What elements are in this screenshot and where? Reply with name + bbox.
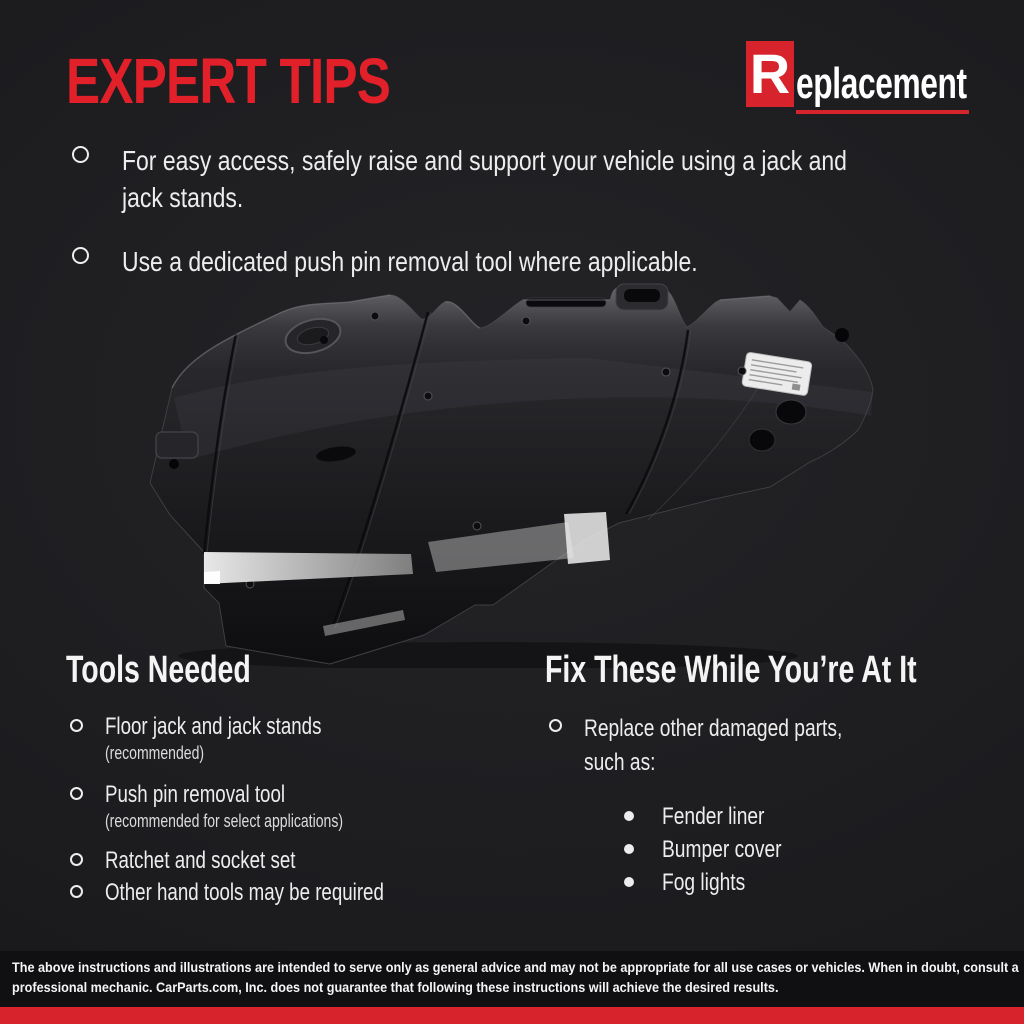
bullet-dot-icon xyxy=(624,811,634,821)
bullet-ring-icon xyxy=(70,719,83,732)
disclaimer-text: The above instructions and illustrations are intended to serve only as general advice and may not be appropriate for all use cases or vehicles. When in doubt, consult a professional mechanic. CarParts.com, Inc. does not guarantee that following these instructions will achieve the desired results. xyxy=(12,960,1019,995)
replacement-logo-underline xyxy=(796,110,969,114)
bullet-ring-icon xyxy=(72,247,89,264)
bullet-ring-icon xyxy=(70,853,83,866)
tip-text: Use a dedicated push pin removal tool where applicable. xyxy=(122,246,698,277)
list-item xyxy=(584,868,949,901)
tools-list xyxy=(66,712,536,908)
list-item xyxy=(584,835,949,868)
list-item xyxy=(66,780,536,832)
bullet-dot-icon xyxy=(624,844,634,854)
tip-text: For easy access, safely raise and support your vehicle using a jack and jack stands. xyxy=(122,145,847,213)
page-title: EXPERT TIPS xyxy=(66,45,391,117)
tool-label: Floor jack and jack stands xyxy=(105,713,322,740)
tool-label: Push pin removal tool xyxy=(105,781,286,808)
bullet-dot-icon xyxy=(624,877,634,887)
replacement-logo xyxy=(746,41,976,113)
list-item xyxy=(66,878,536,908)
list-item xyxy=(66,846,536,876)
fixes-sublist xyxy=(584,802,949,901)
list-item xyxy=(545,712,1015,901)
tip-item xyxy=(72,142,1012,216)
tools-needed-heading: Tools Needed xyxy=(66,649,251,691)
bullet-ring-icon xyxy=(549,719,562,732)
list-item xyxy=(584,802,949,835)
disclaimer-strip xyxy=(0,951,1024,1007)
fixes-list xyxy=(545,712,1015,901)
bullet-ring-icon xyxy=(72,146,89,163)
fix-part-label: Fog lights xyxy=(662,869,746,896)
tools-needed-section xyxy=(66,650,536,908)
fix-part-label: Bumper cover xyxy=(662,836,782,863)
bullet-ring-icon xyxy=(70,787,83,800)
replacement-logo-r-box xyxy=(746,41,794,107)
footer-red-bar xyxy=(0,1007,1024,1024)
replacement-logo-r: R xyxy=(749,42,791,105)
engine-splash-shield-graphic xyxy=(128,272,888,668)
tool-note: (recommended for select applications) xyxy=(105,811,344,831)
fix-these-heading: Fix These While You’re At It xyxy=(545,649,917,691)
fix-these-section xyxy=(545,650,1015,901)
tool-label: Other hand tools may be required xyxy=(105,879,384,906)
bullet-ring-icon xyxy=(70,885,83,898)
tool-note: (recommended) xyxy=(105,743,205,763)
fix-part-label: Fender liner xyxy=(662,803,765,830)
engine-splash-shield-image xyxy=(128,272,888,668)
fixes-lead: Replace other damaged parts, such as: xyxy=(584,715,843,776)
list-item xyxy=(66,712,536,764)
replacement-logo-text: eplacement xyxy=(796,59,967,108)
tool-label: Ratchet and socket set xyxy=(105,847,296,874)
